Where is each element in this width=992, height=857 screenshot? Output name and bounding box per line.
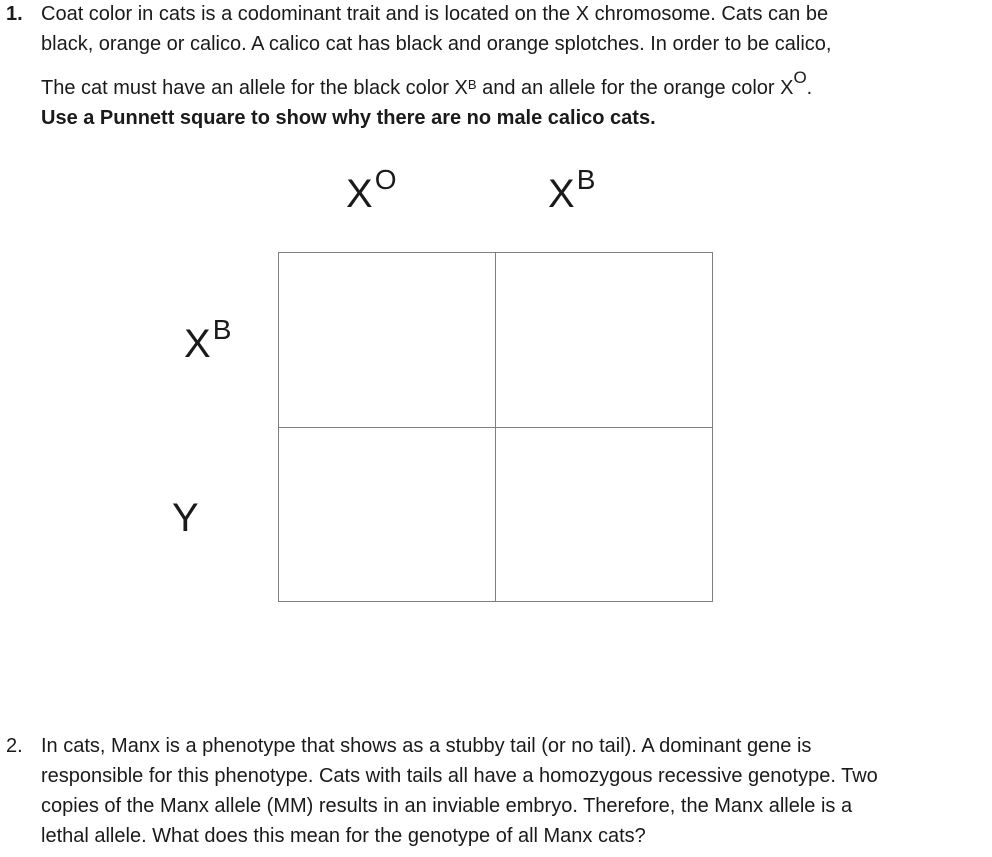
line-3-text-b: and an allele for the orange color X bbox=[476, 77, 794, 99]
question-2-line-4: lethal allele. What does this mean for the genotype of all Manx cats? bbox=[41, 825, 646, 847]
allele-base: X bbox=[346, 172, 373, 216]
allele-base: Y bbox=[172, 496, 199, 540]
top-allele-black bbox=[548, 164, 596, 216]
question-2-line-3: copies of the Manx allele (MM) results in an inviable embryo. Therefore, the Manx allele is a bbox=[41, 795, 853, 817]
question-2-number: 2. bbox=[6, 735, 23, 757]
punnett-cell-bottom-left[interactable] bbox=[279, 428, 495, 601]
allele-base: X bbox=[548, 172, 575, 216]
question-1-instruction: Use a Punnett square to show why there are no male calico cats. bbox=[41, 107, 656, 129]
side-allele-black bbox=[184, 314, 232, 366]
side-allele-y bbox=[172, 496, 199, 540]
question-1-number: 1. bbox=[6, 3, 23, 25]
line-3-text-a: The cat must have an allele for the black color X bbox=[41, 77, 468, 99]
question-1-line-1: Coat color in cats is a codominant trait and is located on the X chromosome. Cats can be bbox=[41, 3, 829, 25]
question-1-line-3 bbox=[41, 68, 813, 100]
punnett-cell-top-left[interactable] bbox=[279, 253, 495, 427]
allele-superscript: O bbox=[374, 164, 397, 195]
punnett-cell-top-right[interactable] bbox=[496, 253, 712, 427]
question-2-line-2: responsible for this phenotype. Cats with tails all have a homozygous recessive genotype. Two bbox=[41, 765, 878, 787]
orange-allele-superscript: O bbox=[793, 68, 807, 87]
question-1-line-2: black, orange or calico. A calico cat has black and orange splotches. In order to be calico, bbox=[41, 33, 832, 55]
line-3-period: . bbox=[806, 77, 813, 99]
allele-base: X bbox=[184, 322, 211, 366]
top-allele-orange bbox=[346, 164, 397, 216]
question-2-line-1: In cats, Manx is a phenotype that shows as a stubby tail (or no tail). A dominant gene is bbox=[41, 735, 812, 757]
grid-horizontal-divider bbox=[279, 427, 712, 428]
allele-superscript: B bbox=[212, 314, 232, 345]
punnett-cell-bottom-right[interactable] bbox=[496, 428, 712, 601]
black-allele-superscript: B bbox=[467, 77, 477, 92]
punnett-square bbox=[278, 252, 713, 602]
allele-superscript: B bbox=[576, 164, 596, 195]
